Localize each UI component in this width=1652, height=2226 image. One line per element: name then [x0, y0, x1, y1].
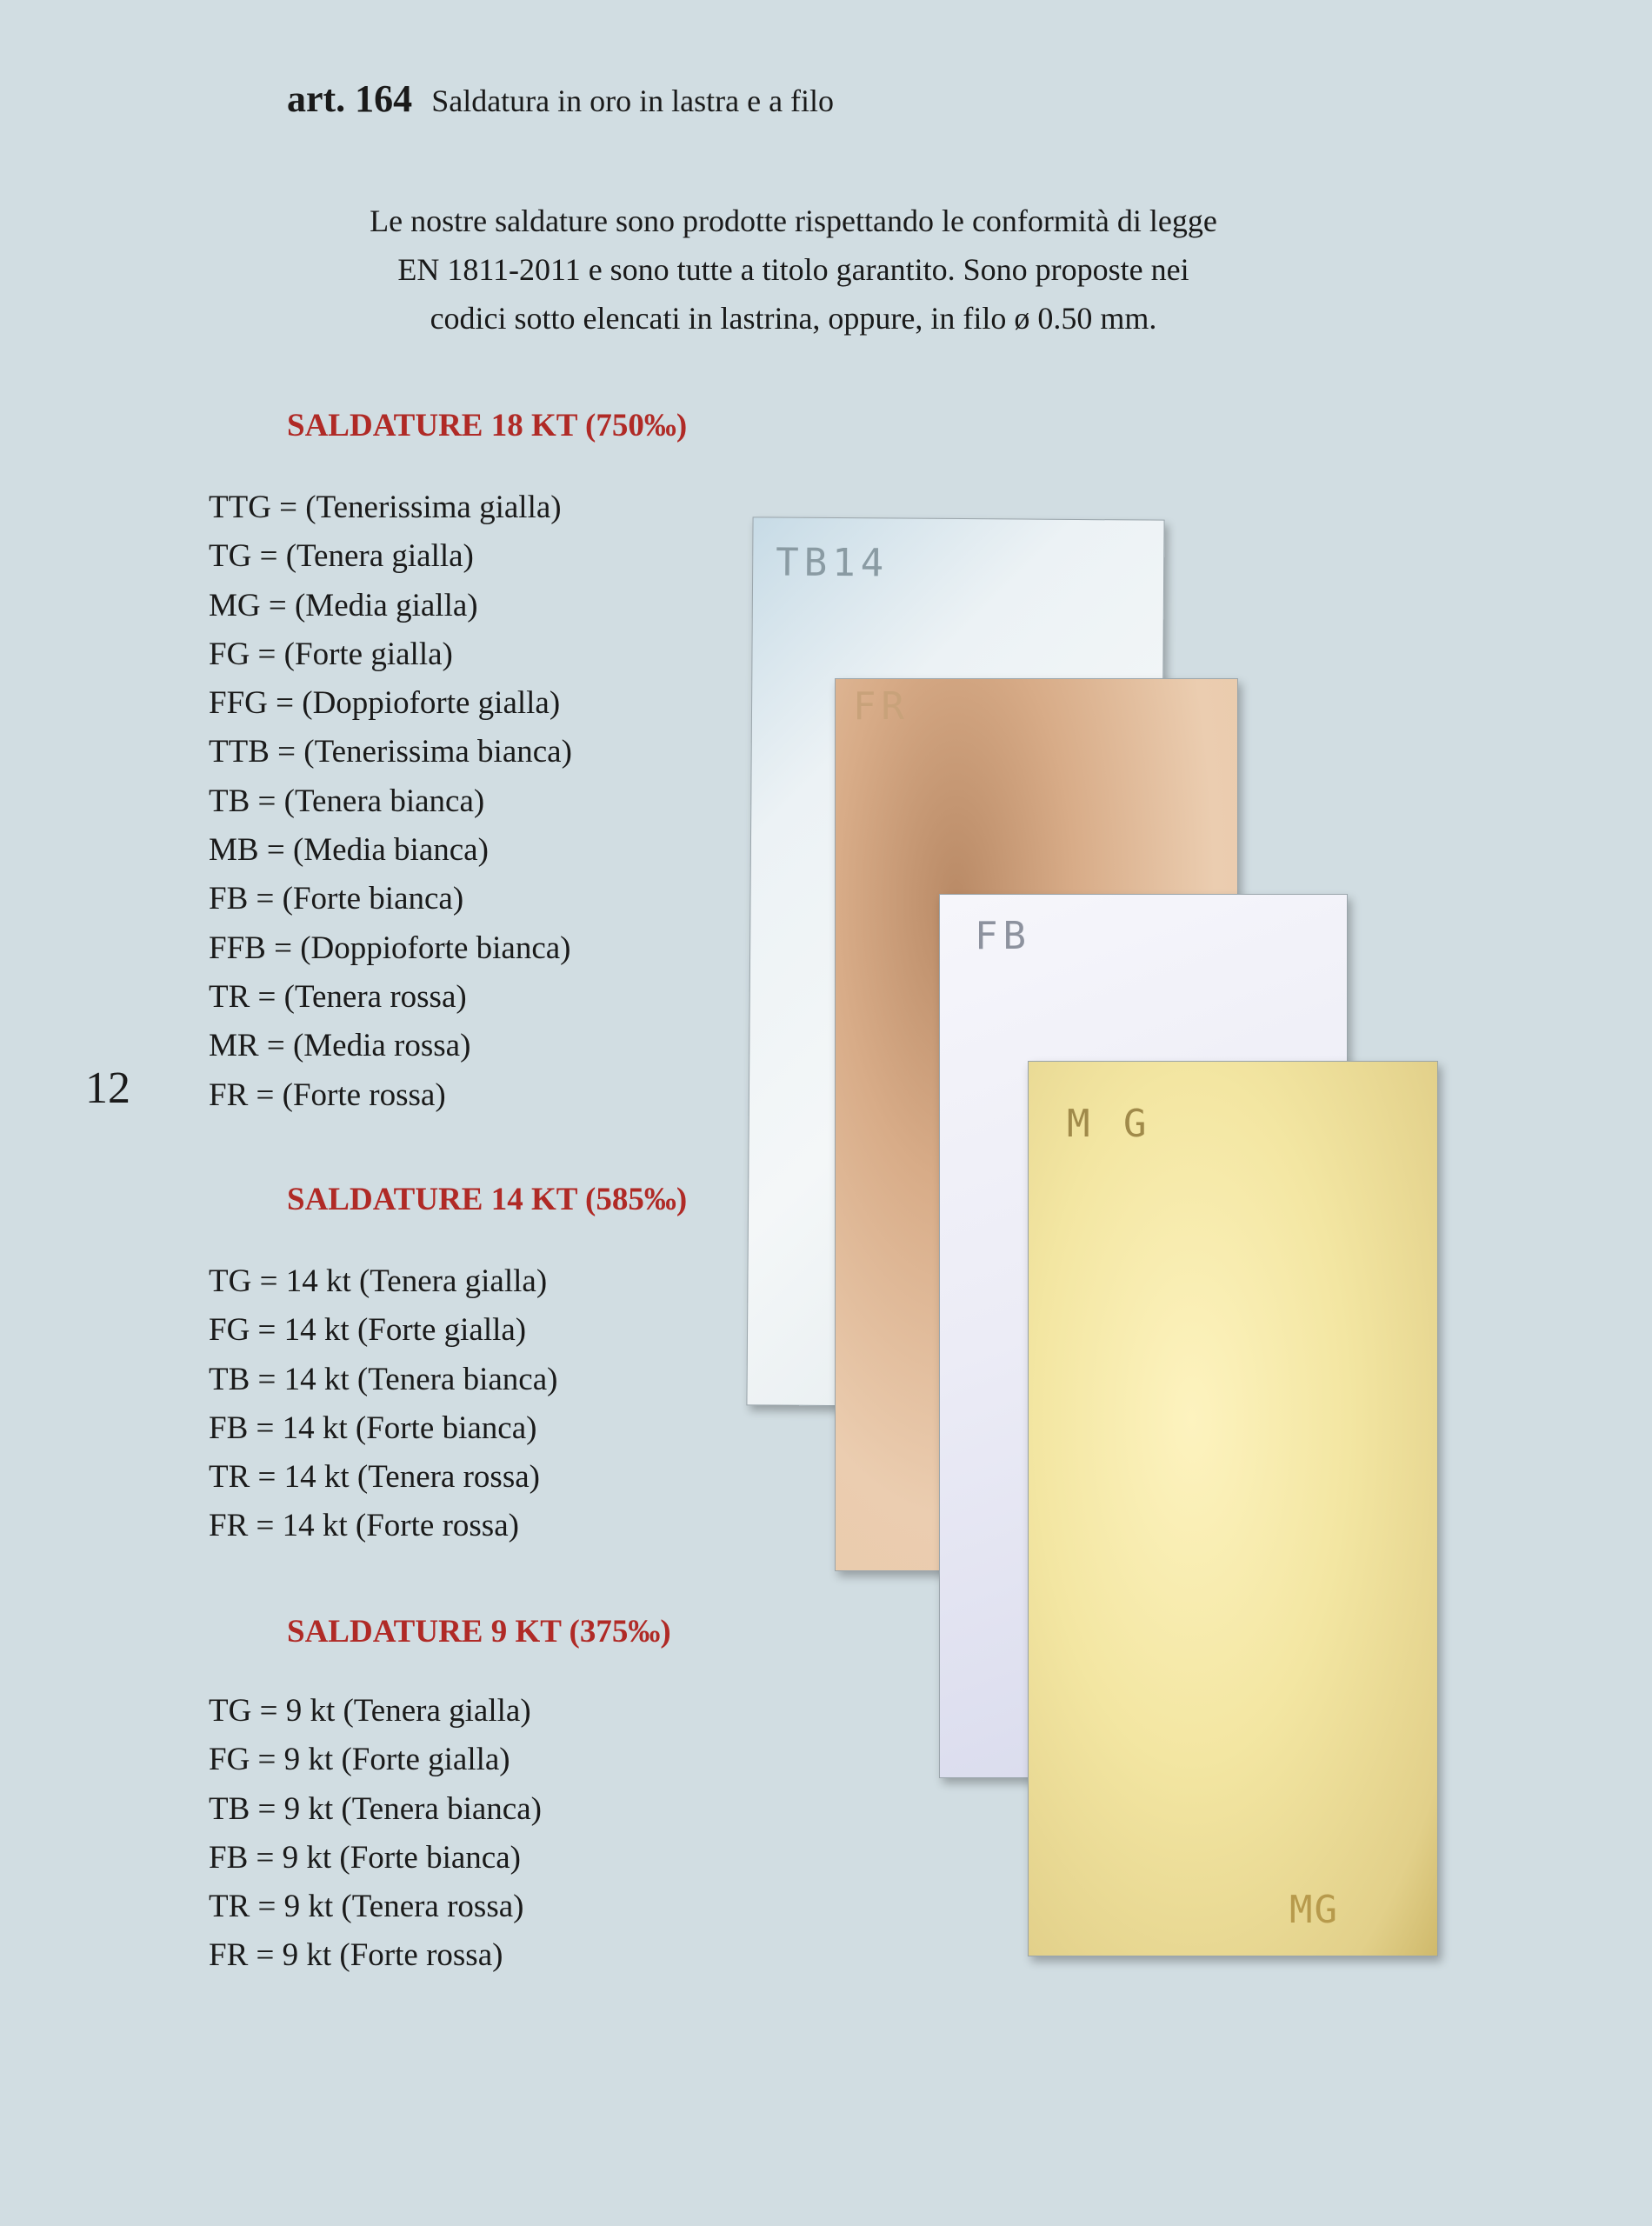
list-item: FB = 14 kt (Forte bianca)	[209, 1410, 537, 1446]
list-item: FG = (Forte gialla)	[209, 636, 453, 672]
list-item: TG = 14 kt (Tenera gialla)	[209, 1263, 548, 1299]
list-item: FB = 9 kt (Forte bianca)	[209, 1839, 521, 1876]
list-18kt	[209, 483, 572, 1120]
list-item: TB = 14 kt (Tenera bianca)	[209, 1361, 558, 1397]
article-number: art. 164	[287, 77, 413, 120]
list-item: TR = 9 kt (Tenera rossa)	[209, 1889, 524, 1925]
list-item: TR = 14 kt (Tenera rossa)	[209, 1459, 540, 1496]
list-9kt	[209, 1687, 542, 1981]
list-item: TG = 9 kt (Tenera gialla)	[209, 1693, 531, 1729]
list-item: MR = (Media rossa)	[209, 1028, 471, 1064]
list-item: TR = (Tenera rossa)	[209, 978, 467, 1015]
page-number: 12	[85, 1063, 130, 1113]
list-item: TTG = (Tenerissima gialla)	[209, 490, 562, 525]
page-header	[287, 77, 834, 121]
plate-stamp: MG	[1289, 1888, 1339, 1932]
list-item: FR = 14 kt (Forte rossa)	[209, 1508, 519, 1544]
list-item: FB = (Forte bianca)	[209, 881, 464, 917]
list-item: FR = 9 kt (Forte rossa)	[209, 1937, 503, 1974]
list-14kt	[209, 1257, 557, 1551]
solder-plate-mg	[1028, 1061, 1438, 1956]
section-title-9kt: SALDATURE 9 KT (375‰)	[287, 1614, 671, 1650]
list-item: MB = (Media bianca)	[209, 832, 489, 869]
list-item: FFB = (Doppioforte bianca)	[209, 930, 571, 966]
section-title-14kt: SALDATURE 14 KT (585‰)	[287, 1182, 688, 1217]
list-item: FG = 14 kt (Forte gialla)	[209, 1312, 527, 1349]
plate-stamp: FR	[853, 684, 909, 729]
section-title-18kt: SALDATURE 18 KT (750‰)	[287, 408, 688, 443]
list-item: FR = (Forte rossa)	[209, 1076, 446, 1113]
plate-stamp: M G	[1067, 1102, 1152, 1146]
intro-paragraph	[252, 197, 1335, 343]
article-subtitle: Saldatura in oro in lastra e a filo	[431, 83, 835, 118]
plate-stamp: FB	[975, 914, 1031, 958]
list-item: TG = (Tenera gialla)	[209, 538, 474, 575]
list-item: FG = 9 kt (Forte gialla)	[209, 1742, 510, 1778]
plate-stamp: TB14	[776, 540, 889, 586]
intro-line: codici sotto elencati in lastrina, oppure, in filo ø 0.50 mm.	[430, 301, 1157, 336]
list-item: FFG = (Doppioforte gialla)	[209, 685, 561, 722]
list-item: TTB = (Tenerissima bianca)	[209, 734, 572, 770]
intro-line: Le nostre saldature sono prodotte rispettando le conformità di legge	[370, 203, 1217, 238]
list-item: TB = (Tenera bianca)	[209, 783, 485, 819]
list-item: TB = 9 kt (Tenera bianca)	[209, 1790, 542, 1827]
list-item: MG = (Media gialla)	[209, 587, 478, 623]
intro-line: EN 1811-2011 e sono tutte a titolo garantito. Sono proposte nei	[397, 252, 1189, 287]
